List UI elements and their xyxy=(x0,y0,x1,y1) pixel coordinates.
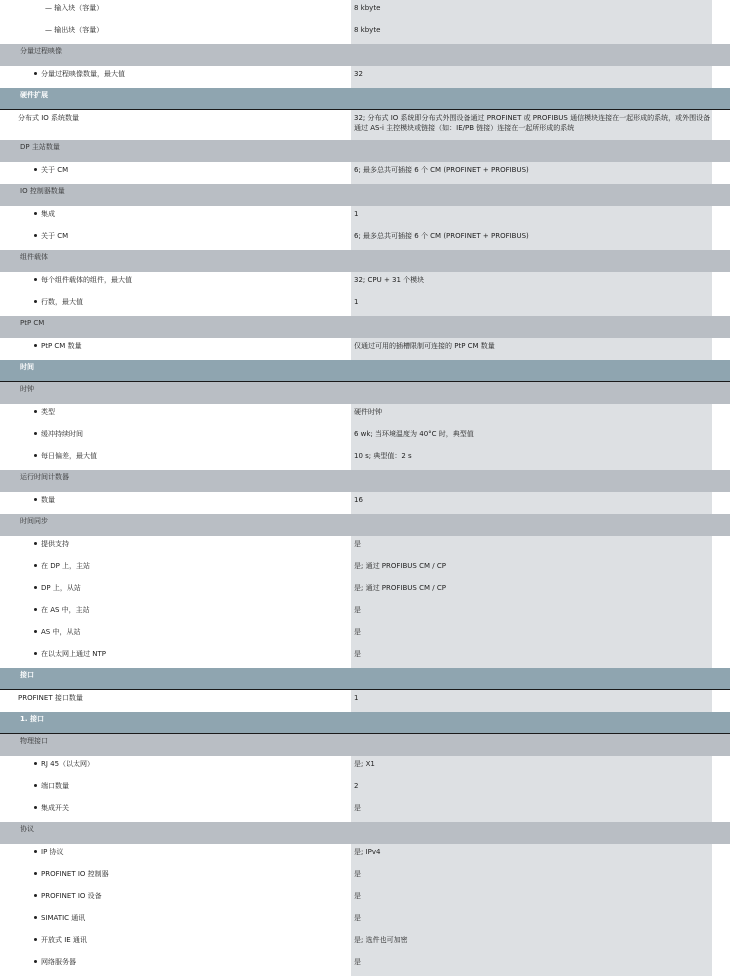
spec-row xyxy=(0,492,730,514)
spec-label xyxy=(0,22,351,44)
spec-label xyxy=(0,448,351,470)
spec-value: 1 xyxy=(351,294,712,316)
spec-value: 8 kbyte xyxy=(351,22,712,44)
spec-label xyxy=(0,110,351,140)
section-header xyxy=(0,712,730,734)
spec-label xyxy=(0,404,351,426)
group-header xyxy=(0,470,730,492)
bullet-icon xyxy=(34,652,37,655)
spec-label-text: 开放式 IE 通讯 xyxy=(41,936,87,944)
group-header xyxy=(0,316,730,338)
group-header xyxy=(0,822,730,844)
spec-label-text: 集成开关 xyxy=(41,804,69,812)
group-title: 时钟 xyxy=(20,385,34,393)
spec-value: 是; IPv4 xyxy=(351,844,712,866)
spec-label-text: 在 DP 上，主站 xyxy=(41,562,91,570)
spec-row xyxy=(0,910,730,932)
bullet-icon xyxy=(34,916,37,919)
spec-label xyxy=(0,646,351,668)
bullet-icon xyxy=(34,762,37,765)
spec-label-text: 分量过程映像数量，最大值 xyxy=(41,70,125,78)
spec-label xyxy=(0,558,351,580)
spec-row xyxy=(0,690,730,712)
spec-value: 是 xyxy=(351,888,712,910)
section-header xyxy=(0,668,730,690)
spec-row xyxy=(0,22,730,44)
spec-value: 6; 最多总共可插接 6 个 CM (PROFINET + PROFIBUS) xyxy=(351,228,712,250)
spec-label xyxy=(0,66,351,88)
spec-label xyxy=(0,844,351,866)
section-title: 时间 xyxy=(20,363,34,371)
group-title: DP 主站数量 xyxy=(20,143,60,151)
spec-row xyxy=(0,426,730,448)
spec-label xyxy=(0,162,351,184)
spec-row xyxy=(0,0,730,22)
spec-row xyxy=(0,272,730,294)
spec-label-text: 提供支持 xyxy=(41,540,69,548)
bullet-icon xyxy=(34,212,37,215)
spec-row xyxy=(0,844,730,866)
bullet-icon xyxy=(34,806,37,809)
bullet-icon xyxy=(34,234,37,237)
group-header xyxy=(0,250,730,272)
spec-label-text: — 输入块（容量） xyxy=(45,4,104,12)
spec-label-text: IP 协议 xyxy=(41,848,64,856)
spec-label xyxy=(0,888,351,910)
spec-row xyxy=(0,866,730,888)
spec-label xyxy=(0,294,351,316)
spec-label-text: PtP CM 数量 xyxy=(41,342,82,350)
spec-label-text: PROFINET 接口数量 xyxy=(18,694,83,702)
bullet-icon xyxy=(34,894,37,897)
spec-value: 是 xyxy=(351,866,712,888)
spec-row xyxy=(0,162,730,184)
spec-label-text: — 输出块（容量） xyxy=(45,26,104,34)
spec-value: 8 kbyte xyxy=(351,0,712,22)
spec-value: 是; 选件也可加密 xyxy=(351,932,712,954)
spec-label xyxy=(0,778,351,800)
bullet-icon xyxy=(34,432,37,435)
spec-label-text: 每日偏差，最大值 xyxy=(41,452,97,460)
spec-value: 仅通过可用的插槽限制可连接的 PtP CM 数量 xyxy=(351,338,712,360)
spec-label-text: 类型 xyxy=(41,408,55,416)
spec-label xyxy=(0,756,351,778)
group-header xyxy=(0,140,730,162)
section-title: 1. 接口 xyxy=(20,715,44,723)
spec-label-text: SIMATIC 通讯 xyxy=(41,914,86,922)
spec-label-text: 分布式 IO 系统数量 xyxy=(18,114,80,122)
section-title: 硬件扩展 xyxy=(20,91,48,99)
spec-label xyxy=(0,206,351,228)
spec-label xyxy=(0,272,351,294)
spec-value: 1 xyxy=(351,206,712,228)
group-title: 分量过程映像 xyxy=(20,47,62,55)
spec-label-text: 集成 xyxy=(41,210,55,218)
bullet-icon xyxy=(34,784,37,787)
spec-value: 1 xyxy=(351,690,712,712)
spec-row xyxy=(0,228,730,250)
spec-value: 是 xyxy=(351,910,712,932)
spec-label-text: 行数，最大值 xyxy=(41,298,83,306)
spec-label xyxy=(0,602,351,624)
spec-value: 是; 通过 PROFIBUS CM / CP xyxy=(351,580,712,602)
spec-row xyxy=(0,602,730,624)
group-title: 组件载体 xyxy=(20,253,48,261)
bullet-icon xyxy=(34,72,37,75)
group-title: 时间同步 xyxy=(20,517,48,525)
spec-label xyxy=(0,228,351,250)
spec-value: 硬件时钟 xyxy=(351,404,712,426)
spec-label-text: 每个组件载体的组件，最大值 xyxy=(41,276,132,284)
bullet-icon xyxy=(34,938,37,941)
bullet-icon xyxy=(34,608,37,611)
bullet-icon xyxy=(34,850,37,853)
group-title: IO 控制器数量 xyxy=(20,187,65,195)
spec-label-text: 在以太网上通过 NTP xyxy=(41,650,106,658)
spec-label xyxy=(0,932,351,954)
spec-value: 是 xyxy=(351,536,712,558)
spec-row xyxy=(0,580,730,602)
bullet-icon xyxy=(34,300,37,303)
group-title: 协议 xyxy=(20,825,34,833)
spec-label xyxy=(0,536,351,558)
spec-value: 32; 分布式 IO 系统即分布式外围设备通过 PROFINET 或 PROFIBUS 通信模块连接在一起形成的系统，或外围设备通过 AS-i 主控模块或链接（如：IE/PB 链接）连接在一起所形成的系统 xyxy=(351,110,712,140)
spec-row xyxy=(0,778,730,800)
group-title: 运行时间计数器 xyxy=(20,473,69,481)
bullet-icon xyxy=(34,454,37,457)
spec-row xyxy=(0,448,730,470)
bullet-icon xyxy=(34,586,37,589)
bullet-icon xyxy=(34,564,37,567)
spec-row xyxy=(0,756,730,778)
spec-label xyxy=(0,492,351,514)
spec-label xyxy=(0,338,351,360)
spec-row xyxy=(0,404,730,426)
spec-label-text: AS 中，从站 xyxy=(41,628,81,636)
spec-label xyxy=(0,954,351,976)
bullet-icon xyxy=(34,960,37,963)
spec-value: 32; CPU + 31 个模块 xyxy=(351,272,712,294)
spec-row xyxy=(0,558,730,580)
spec-label-text: 缓冲持续时间 xyxy=(41,430,83,438)
group-header xyxy=(0,514,730,536)
spec-row xyxy=(0,800,730,822)
section-title: 接口 xyxy=(20,671,34,679)
spec-value: 是 xyxy=(351,954,712,976)
spec-row xyxy=(0,646,730,668)
bullet-icon xyxy=(34,872,37,875)
group-title: 物理接口 xyxy=(20,737,48,745)
spec-label xyxy=(0,800,351,822)
spec-row xyxy=(0,338,730,360)
spec-row xyxy=(0,66,730,88)
bullet-icon xyxy=(34,168,37,171)
spec-label xyxy=(0,580,351,602)
group-title: PtP CM xyxy=(20,319,45,327)
spec-value: 6 wk; 当环境温度为 40°C 时，典型值 xyxy=(351,426,712,448)
spec-label xyxy=(0,0,351,22)
group-header xyxy=(0,44,730,66)
bullet-icon xyxy=(34,498,37,501)
spec-row xyxy=(0,206,730,228)
spec-row xyxy=(0,888,730,910)
spec-value: 10 s; 典型值：2 s xyxy=(351,448,712,470)
spec-label-text: 在 AS 中，主站 xyxy=(41,606,90,614)
spec-label xyxy=(0,426,351,448)
bullet-icon xyxy=(34,630,37,633)
bullet-icon xyxy=(34,344,37,347)
spec-label-text: 数量 xyxy=(41,496,55,504)
spec-value: 16 xyxy=(351,492,712,514)
spec-row xyxy=(0,954,730,976)
group-header xyxy=(0,382,730,404)
spec-label-text: PROFINET IO 设备 xyxy=(41,892,102,900)
spec-label-text: DP 上，从站 xyxy=(41,584,81,592)
spec-label-text: 网络服务器 xyxy=(41,958,76,966)
bullet-icon xyxy=(34,410,37,413)
spec-row xyxy=(0,294,730,316)
spec-row xyxy=(0,932,730,954)
spec-label xyxy=(0,910,351,932)
section-header xyxy=(0,360,730,382)
spec-label-text: RJ 45（以太网） xyxy=(41,760,95,768)
group-header xyxy=(0,184,730,206)
bullet-icon xyxy=(34,542,37,545)
bullet-icon xyxy=(34,278,37,281)
spec-value: 6; 最多总共可插接 6 个 CM (PROFINET + PROFIBUS) xyxy=(351,162,712,184)
spec-value: 32 xyxy=(351,66,712,88)
spec-label-text: PROFINET IO 控制器 xyxy=(41,870,109,878)
spec-row xyxy=(0,624,730,646)
spec-row xyxy=(0,110,730,140)
spec-label xyxy=(0,866,351,888)
spec-value: 是 xyxy=(351,602,712,624)
group-header xyxy=(0,734,730,756)
spec-value: 是 xyxy=(351,624,712,646)
spec-label-text: 端口数量 xyxy=(41,782,69,790)
spec-value: 是; 通过 PROFIBUS CM / CP xyxy=(351,558,712,580)
spec-label-text: 关于 CM xyxy=(41,166,69,174)
spec-label xyxy=(0,624,351,646)
spec-label xyxy=(0,690,351,712)
spec-value: 是; X1 xyxy=(351,756,712,778)
spec-value: 是 xyxy=(351,800,712,822)
spec-row xyxy=(0,536,730,558)
section-header xyxy=(0,88,730,110)
spec-label-text: 关于 CM xyxy=(41,232,69,240)
spec-value: 2 xyxy=(351,778,712,800)
spec-value: 是 xyxy=(351,646,712,668)
